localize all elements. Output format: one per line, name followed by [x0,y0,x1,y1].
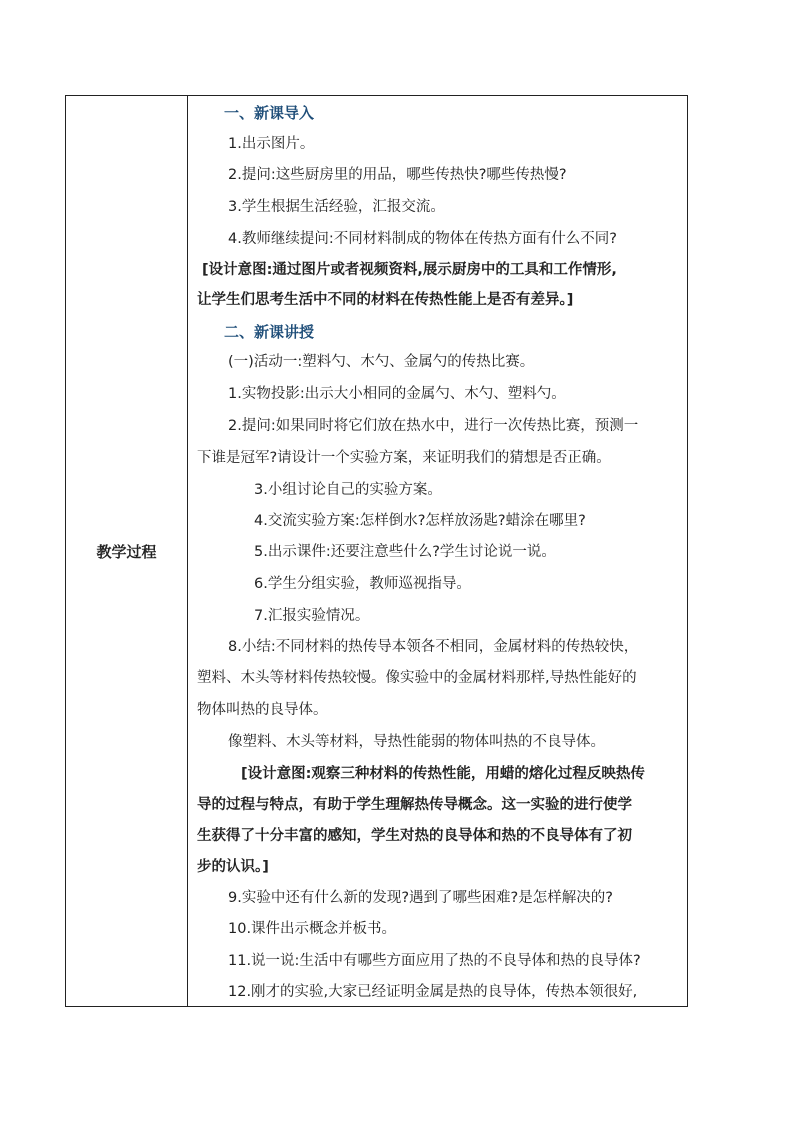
design-intent-line: 导的过程与特点，有助于学生理解热传导概念。这一实验的进行使学 [197,797,632,813]
text-line: 5.出示课件:还要注意些什么?学生讨论说一说。 [254,544,556,560]
text-line: 7.汇报实验情况。 [254,608,370,624]
text-line: 像塑料、木头等材料，导热性能弱的物体叫热的不良导体。 [228,734,605,750]
text-line: 4.交流实验方案:怎样倒水?怎样放汤匙?蜡涂在哪里? [254,513,586,529]
design-intent-line: 让学生们思考生活中不同的材料在传热性能上是否有差异。] [197,292,574,308]
text-line: 1.出示图片。 [228,136,315,152]
text-line: 塑料、木头等材料传热较慢。像实验中的金属材料那样,导热性能好的 [197,670,637,686]
design-intent-line: [设计意图:通过图片或者视频资料,展示厨房中的工具和工作情形, [202,262,617,278]
design-intent-line: 步的认识。] [197,859,269,875]
text-line: (一)活动一:塑料勺、木勺、金属勺的传热比赛。 [228,354,535,370]
text-line: 2.提问:如果同时将它们放在热水中，进行一次传热比赛，预测一 [228,418,639,434]
row-label: 教学过程 [96,543,157,561]
section-heading-intro: 一、新课导入 [224,104,315,122]
text-line: 4.教师继续提问:不同材料制成的物体在传热方面有什么不同? [228,231,617,247]
text-line: 10.课件出示概念并板书。 [228,921,397,937]
design-intent-line: [设计意图:观察三种材料的传热性能，用蜡的熔化过程反映热传 [241,766,645,782]
text-line: 3.小组讨论自己的实验方案。 [254,482,442,498]
text-line: 1.实物投影:出示大小相同的金属勺、木勺、塑料勺。 [228,386,566,402]
text-line: 11.说一说:生活中有哪些方面应用了热的不良导体和热的良导体? [228,953,641,969]
text-line: 9.实验中还有什么新的发现?遇到了哪些困难?是怎样解决的? [228,890,613,906]
section-heading-teaching: 二、新课讲授 [224,323,315,341]
text-line: 下谁是冠军?请设计一个实验方案，来证明我们的猜想是否正确。 [197,450,611,466]
design-intent-line: 生获得了十分丰富的感知，学生对热的良导体和热的不良导体有了初 [197,828,632,844]
text-line: 3.学生根据生活经验，汇报交流。 [228,199,445,215]
text-line: 2.提问:这些厨房里的用品，哪些传热快?哪些传热慢? [228,167,567,183]
column-divider [187,96,188,1006]
text-line: 8.小结:不同材料的热传导本领各不相同，金属材料的传热较快， [228,639,639,655]
text-line: 物体叫热的良导体。 [197,702,328,718]
text-line: 6.学生分组实验，教师巡视指导。 [254,576,471,592]
lesson-table [65,95,688,1007]
text-line: 12.刚才的实验,大家已经证明金属是热的良导体，传热本领很好, [228,984,638,1000]
